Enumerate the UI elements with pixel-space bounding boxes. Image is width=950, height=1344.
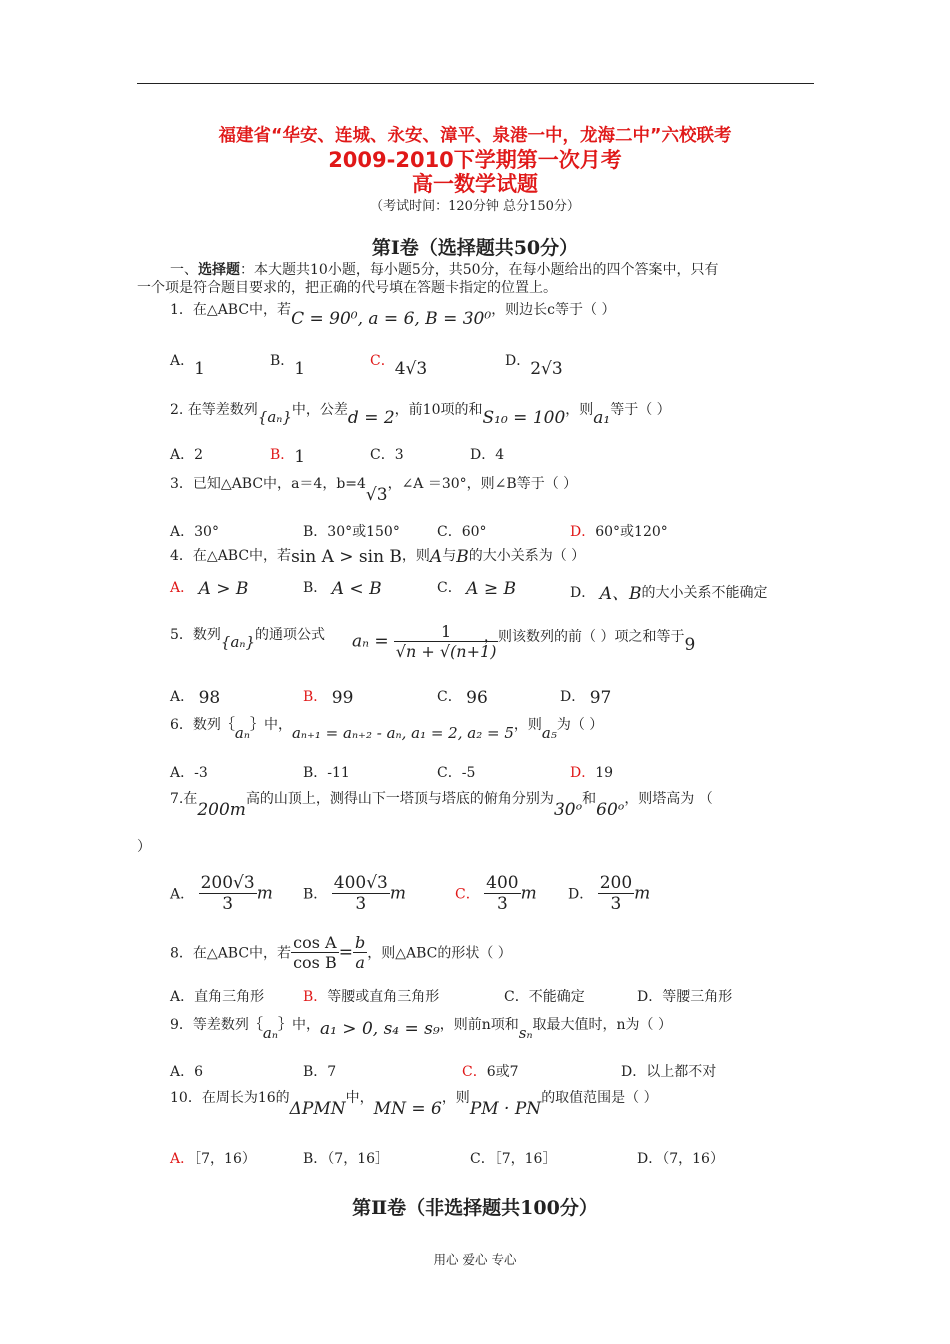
option-b [303, 577, 382, 597]
math-expression: 9 [684, 635, 696, 655]
option-a [170, 986, 264, 1006]
question-text: 中，公差 [291, 402, 348, 418]
question-number: 2. [170, 402, 184, 418]
option-label: A． [170, 1064, 195, 1080]
question-text: 的取值范围是（ ） [541, 1090, 658, 1106]
option-d [470, 444, 504, 464]
option-b [270, 350, 306, 379]
option-a [170, 1148, 256, 1168]
option-label: A． [170, 353, 195, 369]
unit: m [389, 883, 406, 904]
option-value: 1 [294, 359, 306, 379]
section-intro-line1 [170, 259, 719, 279]
option-value: 98 [198, 688, 221, 708]
question-text: 高的山顶上，测得山下一塔顶与塔底的俯角分别为 [245, 791, 554, 807]
option-label: B． [303, 580, 328, 596]
question-text: ，则 [401, 548, 430, 564]
formula-an [352, 622, 498, 661]
question-text: 与 [442, 548, 457, 564]
option-a [170, 762, 208, 782]
math-expression: S₁₀ = 100 [482, 408, 566, 428]
option-label: D． [568, 886, 594, 903]
fraction-denominator: 3 [222, 894, 234, 914]
section-intro-line2: 一个项是符合题目要求的，把正确的代号填在答题卡指定的位置上。 [137, 280, 557, 296]
option-label: C． [437, 689, 462, 705]
fraction-numerator: b [354, 933, 366, 952]
option-d [505, 350, 563, 379]
question-10 [170, 1087, 658, 1119]
option-label: B． [270, 353, 295, 369]
question-2 [170, 399, 671, 428]
part1-title: 第Ⅰ卷（选择题共50分） [371, 237, 579, 259]
option-c [370, 444, 404, 464]
question-text: ，前10项的和 [394, 402, 483, 418]
option-value: 不能确定 [528, 989, 585, 1005]
option-label: C． [470, 1151, 495, 1167]
option-c [437, 577, 516, 597]
option-value: A > B [198, 579, 249, 599]
option-value: A ≥ B [466, 579, 516, 599]
math-expression: aₙ₊₁ = aₙ₊₂ - aₙ, a₁ = 2, a₂ = 5 [291, 724, 514, 742]
option-value: 60°或120° [595, 524, 668, 540]
option-value: ［7，16） [194, 1151, 256, 1167]
question-text: 数列｛ [192, 717, 235, 733]
question-text: 在 [183, 791, 198, 807]
option-label: C． [437, 580, 462, 596]
intro-bold: 选择题 [198, 262, 240, 278]
math-expression: {aₙ} [257, 408, 292, 426]
option-value: -3 [194, 765, 208, 781]
option-c [437, 762, 475, 782]
math-expression: aₙ [262, 1024, 278, 1042]
option-c [437, 521, 487, 541]
question-number: 1． [170, 302, 193, 318]
option-value: 等腰三角形 [662, 989, 733, 1005]
option-d [637, 986, 732, 1006]
question-text: 的大小关系为（ ） [468, 548, 586, 564]
option-a [170, 686, 220, 706]
option-value: 4√3 [394, 359, 428, 379]
option-d [570, 521, 668, 541]
option-b [303, 686, 353, 706]
option-label: B． [303, 524, 328, 540]
exam-title-line2: 2009-2010下学期第一次月考 [328, 148, 622, 172]
option-value: 96 [466, 688, 488, 708]
option-b [303, 986, 439, 1006]
option-d [637, 1148, 724, 1168]
question-text: 已知△ABC中， [192, 476, 292, 492]
option-value: 99 [331, 688, 354, 708]
fraction [484, 873, 520, 914]
question-text: 等差数列｛ [192, 1017, 263, 1033]
fraction-numerator: 200 [599, 873, 633, 893]
option-d [560, 686, 611, 706]
option-label: D． [570, 585, 596, 601]
option-value: （7，16） [662, 1151, 724, 1167]
option-label: C． [370, 447, 395, 463]
question-7 [170, 788, 713, 820]
question-number: 8． [170, 945, 193, 962]
option-label: B． [270, 447, 295, 463]
fraction-numerator: 400 [486, 873, 519, 893]
option-a [170, 521, 219, 541]
option-label: C． [462, 1064, 487, 1080]
option-c [504, 986, 585, 1006]
option-value: 30° [194, 524, 219, 540]
fraction-ba [353, 933, 367, 972]
intro-prefix: 一、 [170, 262, 198, 278]
option-value: 97 [589, 688, 612, 708]
option-a [170, 873, 273, 914]
question-number: 4． [170, 548, 193, 564]
option-label: A． [170, 1151, 195, 1167]
question-text: 和 [582, 791, 597, 807]
question-text: ，则△ABC的形状（ ） [367, 945, 512, 962]
math-expression: a₅ [541, 724, 557, 742]
question-text: ｝中， [249, 717, 292, 733]
option-c [437, 686, 488, 706]
question-text: ，则塔高为 （ [624, 791, 713, 807]
option-c [455, 873, 537, 914]
option-value: A、B [599, 584, 642, 604]
fraction-denominator: cos B [293, 953, 337, 972]
option-a [170, 444, 203, 464]
exam-title-line1: 福建省“华安、连城、永安、漳平、泉港一中，龙海二中”六校联考 [218, 126, 732, 146]
option-c [462, 1061, 519, 1081]
math-expression: a₁ [593, 408, 611, 428]
option-value: 以上都不对 [646, 1064, 717, 1080]
question-9 [170, 1014, 672, 1042]
question-7-close: ） [137, 839, 151, 855]
option-label: A． [170, 765, 195, 781]
math-expression: a₁ > 0, s₄ = s₉ [319, 1019, 440, 1039]
option-value: 4 [495, 447, 505, 463]
option-value: 等腰或直角三角形 [327, 989, 440, 1005]
option-value: 7 [327, 1064, 337, 1080]
option-value: 6或7 [486, 1064, 519, 1080]
fraction-numerator: 400√3 [333, 873, 388, 893]
unit: m [256, 883, 273, 904]
option-b [270, 444, 306, 467]
option-label: C． [370, 353, 395, 369]
option-b [303, 873, 406, 914]
fraction-denominator: a [355, 953, 365, 972]
option-label: A． [170, 524, 195, 540]
question-number: 3． [170, 476, 193, 492]
exam-subtitle: （考试时间：120分钟 总分150分） [370, 199, 580, 214]
question-text: ，则该数列的前（ ）项之和等于 [484, 629, 685, 645]
intro-text: ：本大题共10小题，每小题5分，共50分，在每小题给出的四个答案中，只有 [240, 262, 719, 278]
option-label: C． [437, 765, 462, 781]
option-value: 2√3 [530, 359, 563, 379]
unit: m [520, 883, 537, 904]
option-a [170, 1061, 203, 1081]
question-text: ，则 [441, 1090, 470, 1106]
option-label: D． [505, 353, 531, 369]
question-text: a＝4，b=4 [291, 476, 366, 492]
question-number: 6． [170, 717, 193, 733]
question-text: 中， [345, 1090, 374, 1106]
fraction [199, 873, 257, 914]
fraction [332, 873, 390, 914]
option-value: 直角三角形 [194, 989, 265, 1005]
question-text: ，则前n项和 [439, 1017, 519, 1033]
math-expression: C = 90⁰, a = 6, B = 30⁰ [291, 309, 492, 329]
option-label: A． [170, 989, 195, 1005]
option-label: D． [570, 765, 596, 781]
math-expression: MN = 6 [373, 1099, 442, 1119]
fraction-numerator: cos A [291, 933, 339, 953]
question-6 [170, 714, 604, 742]
option-label: B． [303, 1064, 328, 1080]
option-label: D． [570, 524, 596, 540]
page-footer: 用心 爱心 专心 [433, 1252, 517, 1267]
math-expression: sin A > sin B [291, 547, 402, 567]
option-label: A． [170, 447, 195, 463]
option-value: （7，16］ [327, 1151, 390, 1167]
fraction-numerator: 200√3 [200, 873, 255, 893]
question-5-tail [484, 626, 696, 655]
math-expression: {aₙ} [220, 633, 256, 651]
part2-title: 第Ⅱ卷（非选择题共100分） [352, 1197, 598, 1219]
option-value: 1 [294, 447, 306, 467]
option-value: 30°或150° [327, 524, 400, 540]
fraction-numerator: 1 [394, 622, 499, 642]
fraction [598, 873, 634, 914]
fraction-denominator: 3 [355, 894, 367, 914]
option-value: 19 [595, 765, 614, 781]
option-value: 6 [194, 1064, 204, 1080]
option-label: B． [303, 1151, 328, 1167]
option-value: -5 [461, 765, 476, 781]
fraction-denominator: 3 [496, 894, 508, 914]
option-value: 60° [461, 524, 487, 540]
fraction-denominator: √n + √(n+1) [395, 642, 497, 661]
question-text: 的通项公式 [255, 627, 326, 643]
question-8 [170, 933, 512, 972]
option-d [568, 873, 650, 914]
math-expression: d = 2 [347, 408, 395, 428]
option-b [303, 1061, 336, 1081]
option-c [470, 1148, 556, 1168]
math-expression: ΔPMN [289, 1099, 346, 1119]
option-label: C． [437, 524, 462, 540]
question-text: ，则 [565, 402, 594, 418]
math-expression: B [456, 547, 469, 567]
option-a [170, 577, 248, 597]
question-text: 为（ ） [556, 717, 604, 733]
question-number: 9． [170, 1017, 193, 1033]
option-label: B． [303, 765, 328, 781]
question-text: 在等差数列 [187, 402, 258, 418]
fraction-cos [291, 933, 339, 972]
option-a [170, 350, 205, 379]
question-1 [170, 299, 616, 329]
math-expression: 30ᵒ [553, 800, 583, 820]
option-value: ［7，16］ [494, 1151, 557, 1167]
option-label: B． [303, 989, 328, 1005]
math-expression: aₙ = [352, 631, 389, 652]
option-value: 2 [194, 447, 204, 463]
option-label: D． [560, 689, 586, 705]
math-expression: 200m [197, 800, 246, 820]
option-label: D． [470, 447, 496, 463]
math-expression: 60ᵒ [596, 800, 625, 820]
question-text: ，则边长c等于（ ） [491, 302, 616, 318]
math-expression: √3 [365, 485, 388, 505]
top-rule [137, 83, 814, 84]
question-4 [170, 545, 585, 565]
question-text: ｝中， [277, 1017, 320, 1033]
option-label: D． [637, 989, 663, 1005]
option-d [621, 1061, 716, 1081]
question-3 [170, 473, 578, 505]
equals-sign: = [338, 942, 353, 963]
option-value: -11 [327, 765, 350, 781]
option-label: B． [303, 886, 328, 903]
option-label: C． [504, 989, 529, 1005]
option-label: A． [170, 689, 195, 705]
question-text: ，∠A ＝30°，则∠B等于（ ） [387, 476, 578, 492]
option-suffix: 的大小关系不能确定 [641, 585, 768, 601]
math-expression: aₙ [234, 724, 250, 742]
question-text: 在△ABC中，若 [192, 548, 292, 564]
option-d [570, 762, 613, 782]
exam-title-line3: 高一数学试题 [412, 172, 538, 196]
option-label: A． [170, 580, 195, 596]
option-label: D． [637, 1151, 663, 1167]
fraction [394, 622, 499, 661]
option-value: 3 [394, 447, 404, 463]
question-text: 在周长为16的 [201, 1090, 290, 1106]
option-value: 1 [194, 359, 205, 379]
option-value: A < B [331, 579, 382, 599]
option-b [303, 762, 350, 782]
option-c [370, 350, 428, 379]
question-text: 等于（ ） [610, 402, 671, 418]
math-expression: sₙ [518, 1024, 533, 1042]
math-expression: PM · PN [469, 1099, 542, 1119]
question-text: 取最大值时，n为（ ） [532, 1017, 672, 1033]
option-label: C． [455, 886, 480, 903]
question-text: 数列 [192, 627, 221, 643]
fraction-denominator: 3 [610, 894, 622, 914]
question-text: ，则 [513, 717, 542, 733]
option-label: A． [170, 886, 195, 903]
math-expression: A [429, 547, 443, 567]
question-number: 7. [170, 791, 184, 807]
option-d [570, 577, 767, 602]
unit: m [634, 883, 651, 904]
question-number: 5． [170, 627, 193, 643]
question-5 [170, 624, 326, 651]
question-text: 在△ABC中，若 [192, 302, 292, 318]
option-label: B． [303, 689, 328, 705]
question-text: 在△ABC中，若 [192, 945, 292, 962]
question-number: 10． [170, 1090, 202, 1106]
option-b [303, 521, 400, 541]
option-b [303, 1148, 389, 1168]
option-label: D． [621, 1064, 647, 1080]
